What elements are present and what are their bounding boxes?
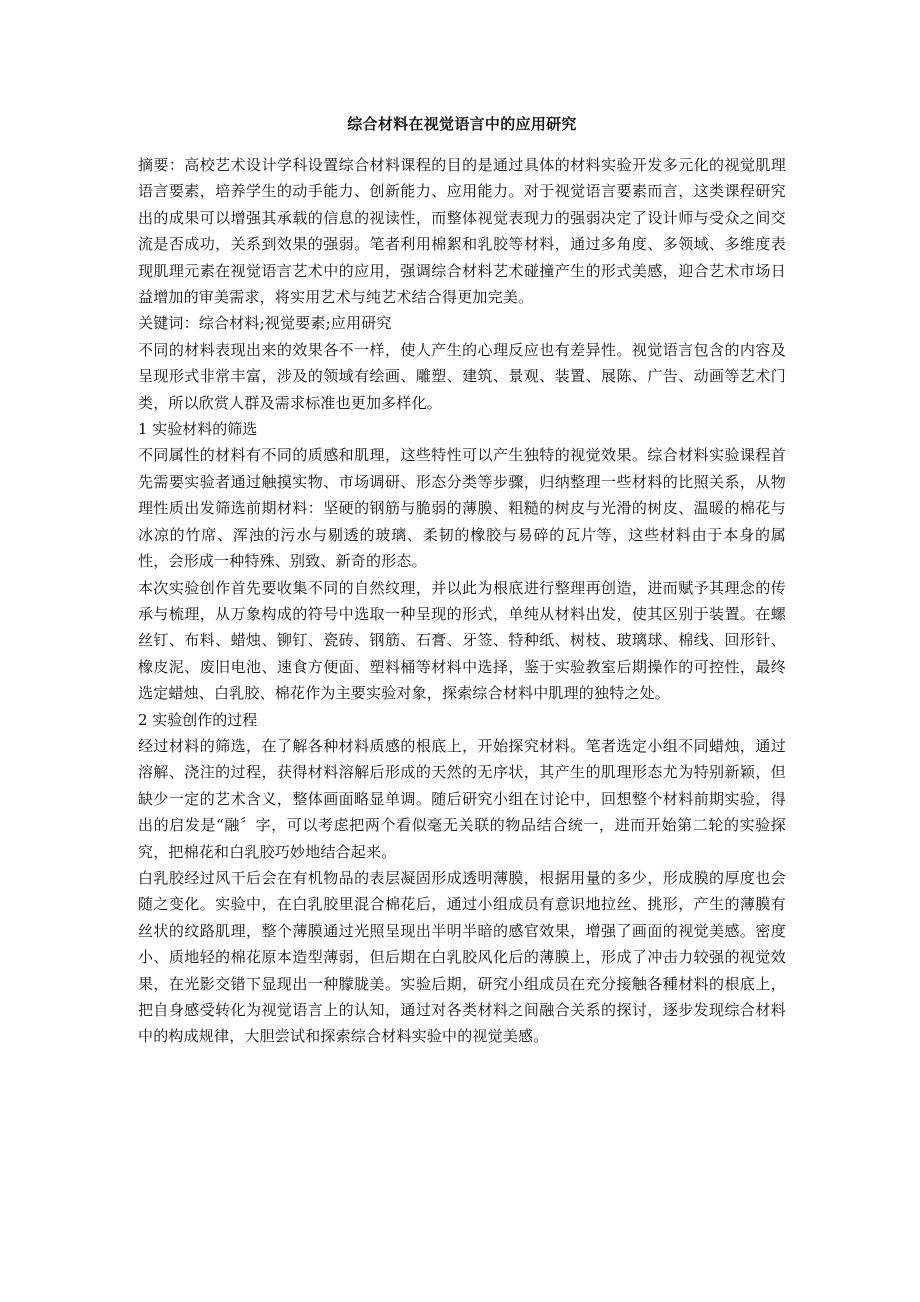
- section-1-paragraph-2: 本次实验创作首先要收集不同的自然纹理，并以此为根底进行整理再创造，进而赋予其理念的传承与梳理，从万象构成的符号中选取一种呈现的形式，单纯从材料出发，使其区别于装置。在螺丝钉、布料、蜡烛、铆钉、瓷砖、钢筋、石膏、牙签、特种纸、树枝、玻璃球、棉线、回形针、橡皮泥、废旧电池、速食方便面、塑料桶等材料中选择，鉴于实验教室后期操作的可控性，最终选定蜡烛、白乳胶、棉花作为主要实验对象，探索综合材料中肌理的独特之处。: [138, 578, 786, 703]
- document-page: [138, 112, 786, 1050]
- document-title: 综合材料在视觉语言中的应用研究: [347, 115, 577, 133]
- section-2-paragraph-1: 经过材料的筛选，在了解各种材料质感的根底上，开始探究材料。笔者选定小组不同蜡烛，通过溶解、浇注的过程，获得材料溶解后形成的天然的无序状，其产生的肌理形态尤为特别新颖，但缺少一定的艺术含义，整体画面略显单调。随后研究小组在讨论中，回想整个材料前期实验，得出的启发是“融〞字，可以考虑把两个看似毫无关联的物品结合统一，进而开始第二轮的实验探究，把棉花和白乳胶巧妙地结合起来。: [138, 736, 786, 861]
- section-2-heading: 2 实验创作的过程: [138, 710, 258, 729]
- abstract-paragraph: 摘要：高校艺术设计学科设置综合材料课程的目的是通过具体的材料实验开发多元化的视觉肌理语言要素，培养学生的动手能力、创新能力、应用能力。对于视觉语言要素而言，这类课程研究出的成果可以增强其承载的信息的视读性，而整体视觉表现力的强弱决定了设计师与受众之间交流是否成功，关系到效果的强弱。笔者利用棉絮和乳胶等材料，通过多角度、多领域、多维度表现肌理元素在视觉语言艺术中的应用，强调综合材料艺术碰撞产生的形式美感，迎合艺术市场日益增加的审美需求，将实用艺术与纯艺术结合得更加完美。: [138, 156, 786, 307]
- intro-paragraph: 不同的材料表现出来的效果各不一样，使人产生的心理反应也有差异性。视觉语言包含的内容及呈现形式非常丰富，涉及的领域有绘画、雕塑、建筑、景观、装置、展陈、广告、动画等艺术门类，所以欣赏人群及需求标准也更加多样化。: [138, 340, 786, 412]
- section-1-paragraph-1: 不同属性的材料有不同的质感和肌理，这些特性可以产生独特的视觉效果。综合材料实验课程首先需要实验者通过触摸实物、市场调研、形态分类等步骤，归纳整理一些材料的比照关系，从物理性质出发筛选前期材料：坚硬的钢筋与脆弱的薄膜、粗糙的树皮与光滑的树皮、温暖的棉花与冰凉的竹席、浑浊的污水与剔透的玻璃、柔韧的橡胶与易碎的瓦片等，这些材料由于本身的属性，会形成一种特殊、别致、新奇的形态。: [138, 446, 786, 571]
- keywords-line: 关键词：综合材料;视觉要素;应用研究: [138, 314, 392, 333]
- section-1-heading: 1 实验材料的筛选: [138, 420, 258, 439]
- section-2-paragraph-2: 白乳胶经过风干后会在有机物品的表层凝固形成透明薄膜，根据用量的多少，形成膜的厚度也会随之变化。实验中，在白乳胶里混合棉花后，通过小组成员有意识地拉丝、挑形，产生的薄膜有丝状的纹路肌理，整个薄膜通过光照呈现出半明半暗的感官效果，增强了画面的视觉美感。密度小、质地轻的棉花原本造型薄弱，但后期在白乳胶风化后的薄膜上，形成了冲击力较强的视觉效果，在光影交错下显现出一种朦胧美。实验后期，研究小组成员在充分接触各種材料的根底上，把自身感受转化为视觉语言上的认知，通过对各类材料之间融合关系的探讨，逐步发现综合材料中的构成规律，大胆尝试和探索综合材料实验中的视觉美感。: [138, 868, 786, 1046]
